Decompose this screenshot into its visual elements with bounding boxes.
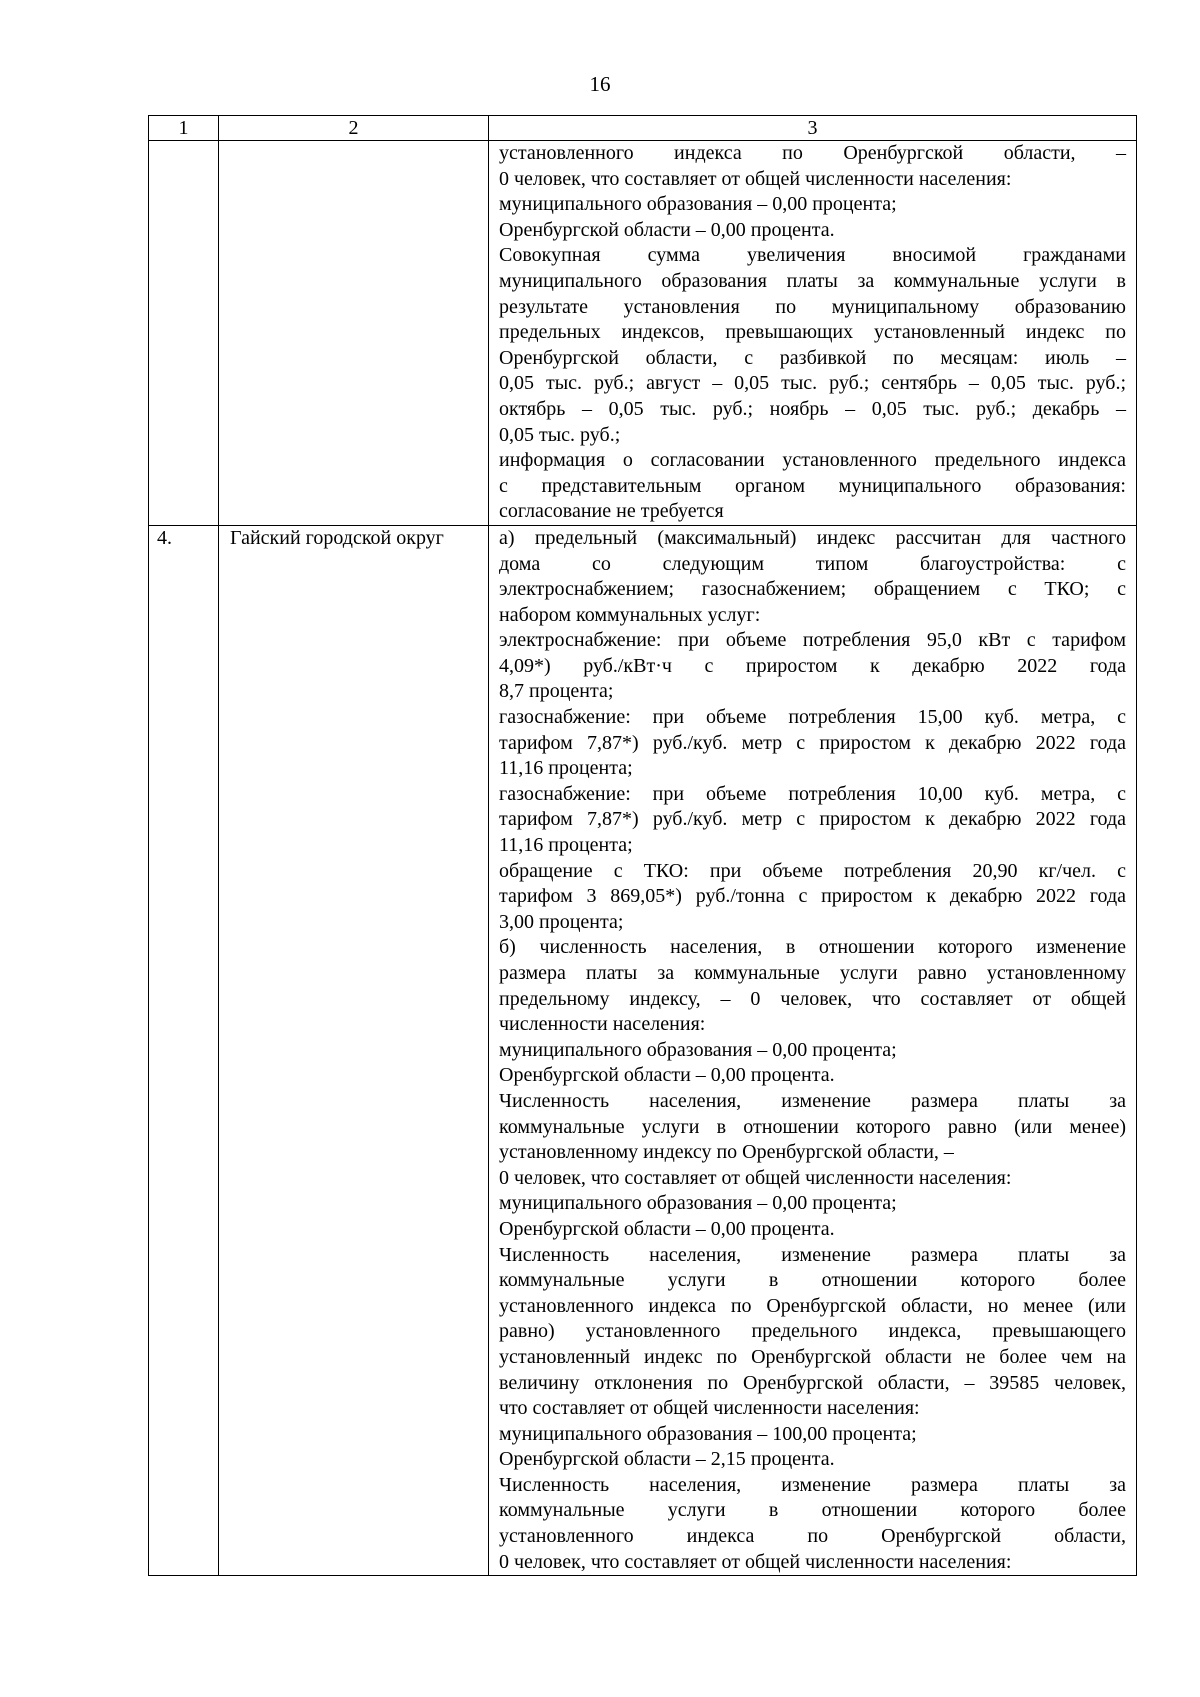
text-line: Совокупная сумма увеличения вносимой гражданами <box>499 244 1126 267</box>
text-line: предельных индексов, превышающих установленный индекс по <box>499 321 1126 344</box>
text-line: 0 человек, что составляет от общей численности населения: <box>499 1550 1012 1573</box>
text-line: газоснабжение: при объеме потребления 15,00 куб. метра, с <box>499 706 1126 729</box>
text-line: газоснабжение: при объеме потребления 10,00 куб. метра, с <box>499 782 1126 805</box>
text-line: что составляет от общей численности населения: <box>499 1397 920 1420</box>
text-line: коммунальные услуги в отношении которого более <box>499 1269 1126 1292</box>
text-line: размера платы за коммунальные услуги равно установленному <box>499 962 1126 984</box>
text-line: равно) установленного предельного индекса, превышающего <box>499 1320 1126 1343</box>
row-number <box>149 141 219 526</box>
text-line: информация о согласовании установленного предельного индекса <box>499 449 1126 472</box>
row-number: 4. <box>149 525 219 1575</box>
text-line: тарифом 7,87*) руб./куб. метр с приростом к декабрю 2022 года <box>499 808 1126 831</box>
text-line: Оренбургской области – 2,15 процента. <box>499 1448 835 1471</box>
column-header-2: 2 <box>219 116 489 141</box>
text-line: тарифом 7,87*) руб./куб. метр с приростом к декабрю 2022 года <box>499 731 1126 754</box>
text-line: Оренбургской области, с разбивкой по месяцам: июль – <box>499 346 1126 369</box>
text-line: электроснабжение: при объеме потребления 95,0 кВт с тарифом <box>499 629 1126 652</box>
text-line: дома со следующим типом благоустройства: с <box>499 552 1126 575</box>
text-line: установленного индекса по Оренбургской области, – <box>499 142 1126 164</box>
text-line: муниципального образования – 0,00 процента; <box>499 193 897 216</box>
text-line: Оренбургской области – 0,00 процента. <box>499 1064 835 1087</box>
text-line: муниципального образования платы за коммунальные услуги в <box>499 269 1126 292</box>
text-line: с представительным органом муниципального образования: <box>499 474 1126 497</box>
data-table <box>148 115 1137 1576</box>
text-line: 0 человек, что составляет от общей численности населения: <box>499 167 1012 190</box>
text-line: установленного индекса по Оренбургской области, но менее (или <box>499 1294 1126 1317</box>
table-header-row <box>149 116 1137 141</box>
text-line: коммунальные услуги в отношении которого более <box>499 1499 1126 1522</box>
text-line: муниципального образования – 100,00 процента; <box>499 1422 917 1445</box>
text-line: предельному индексу, – 0 человек, что составляет от общей <box>499 987 1126 1010</box>
municipality-name <box>219 141 489 526</box>
text-line: а) предельный (максимальный) индекс рассчитан для частного <box>499 526 1126 549</box>
text-line: 4,09*) руб./кВт·ч с приростом к декабрю 2022 года <box>499 654 1126 677</box>
text-line: октябрь – 0,05 тыс. руб.; ноябрь – 0,05 тыс. руб.; декабрь – <box>499 397 1126 420</box>
text-line: 0,05 тыс. руб.; <box>499 423 621 446</box>
text-line: электроснабжением; газоснабжением; обращением с ТКО; с <box>499 578 1126 601</box>
row-content <box>489 525 1137 1575</box>
page-number: 16 <box>589 72 611 96</box>
text-line: величину отклонения по Оренбургской области, – 39585 человек, <box>499 1371 1126 1394</box>
text-line: б) численность населения, в отношении которого изменение <box>499 936 1126 959</box>
row-content <box>489 141 1137 526</box>
table-row <box>149 525 1137 1575</box>
text-line: численности населения: <box>499 1013 706 1036</box>
text-line: Оренбургской области – 0,00 процента. <box>499 1217 835 1240</box>
text-line: установленный индекс по Оренбургской области не более чем на <box>499 1345 1126 1368</box>
column-header-3: 3 <box>489 116 1137 141</box>
column-header-1: 1 <box>149 116 219 141</box>
text-line: 0 человек, что составляет от общей численности населения: <box>499 1166 1012 1189</box>
text-line: коммунальные услуги в отношении которого равно (или менее) <box>499 1115 1126 1138</box>
text-line: 11,16 процента; <box>499 757 633 780</box>
text-line: обращение с ТКО: при объеме потребления 20,90 кг/чел. с <box>499 859 1126 882</box>
text-line: установленному индексу по Оренбургской области, – <box>499 1141 954 1164</box>
text-line: результате установления по муниципальному образованию <box>499 295 1126 318</box>
text-line: 3,00 процента; <box>499 910 624 933</box>
text-line: набором коммунальных услуг: <box>499 603 761 626</box>
text-line: 8,7 процента; <box>499 680 614 703</box>
text-line: Оренбургской области – 0,00 процента. <box>499 218 835 241</box>
text-line: Численность населения, изменение размера платы за <box>499 1473 1126 1496</box>
text-line: установленного индекса по Оренбургской области, <box>499 1525 1126 1548</box>
table-row <box>149 141 1137 526</box>
text-line: Численность населения, изменение размера платы за <box>499 1243 1126 1266</box>
text-line: муниципального образования – 0,00 процента; <box>499 1192 897 1215</box>
text-line: согласование не требуется <box>499 500 724 523</box>
text-line: 0,05 тыс. руб.; август – 0,05 тыс. руб.; сентябрь – 0,05 тыс. руб.; <box>499 372 1126 395</box>
text-line: Численность населения, изменение размера платы за <box>499 1089 1126 1112</box>
text-line: тарифом 3 869,05*) руб./тонна с приростом к декабрю 2022 года <box>499 885 1126 908</box>
text-line: муниципального образования – 0,00 процента; <box>499 1038 897 1061</box>
municipality-name: Гайский городской округ <box>219 525 489 1575</box>
text-line: 11,16 процента; <box>499 834 633 857</box>
